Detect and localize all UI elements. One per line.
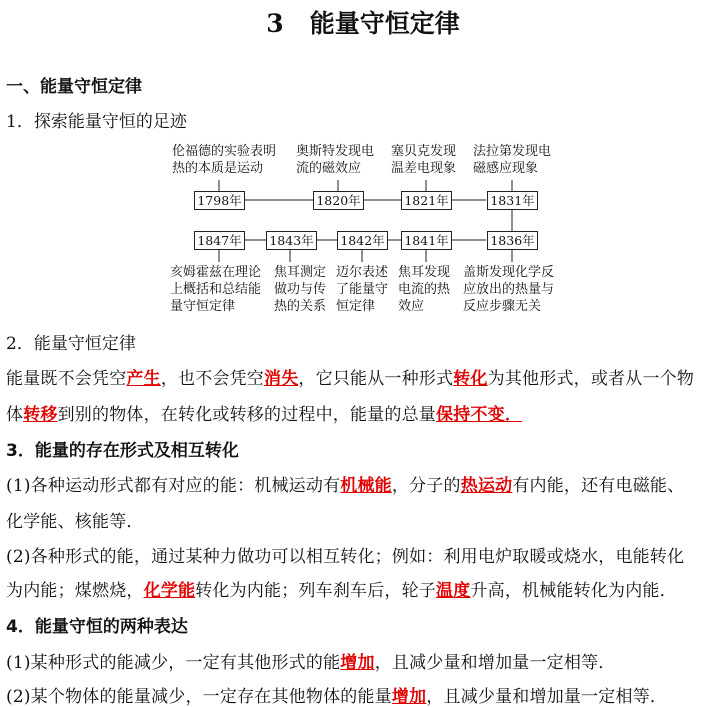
- year-box-1836: 1836年: [487, 231, 538, 250]
- item-1-heading: 1．探索能量守恒的足迹: [6, 112, 187, 132]
- timeline-note-1842: 迈尔表述 了能量守 恒定律: [336, 265, 389, 314]
- answer-blank: 转移: [23, 405, 58, 425]
- answer-blank: 化学能: [143, 581, 196, 601]
- section-heading: 一、能量守恒定律: [6, 77, 142, 97]
- title-number: 3: [266, 9, 284, 38]
- answer-blank: 热运动: [460, 476, 513, 496]
- timeline-note-1820: 奥斯特发现电 流的磁效应: [296, 144, 375, 176]
- forms1-line-2: 化学能、核能等．: [6, 512, 144, 532]
- timeline-note-1847: 亥姆霍兹在理论 上概括和总结能 量守恒定律: [170, 265, 262, 314]
- forms2-line-2: 为内能；煤燃烧，化学能转化为内能；列车刹车后，轮子温度升高，机械能转化为内能．: [6, 581, 677, 601]
- timeline-note-1821: 塞贝克发现 温差电现象: [391, 144, 457, 176]
- title-text: 能量守恒定律: [309, 9, 460, 38]
- year-box-1820: 1820年: [313, 191, 364, 210]
- timeline-note-1843: 焦耳测定 做功与传 热的关系: [274, 265, 327, 314]
- timeline-note-1841: 焦耳发现 电流的热 效应: [398, 265, 451, 314]
- year-box-1843: 1843年: [266, 231, 317, 250]
- answer-blank: 增加: [340, 653, 375, 673]
- answer-blank: 保持不变．: [436, 405, 523, 425]
- law-line-2: 体转移到别的物体，在转化或转移的过程中，能量的总量保持不变．: [6, 405, 523, 425]
- item-4-heading: 4．能量守恒的两种表达: [6, 617, 188, 637]
- year-box-1842: 1842年: [337, 231, 388, 250]
- answer-blank: 温度: [436, 581, 471, 601]
- timeline-note-1836: 盖斯发现化学反 应放出的热量与 反应步骤无关: [463, 265, 555, 314]
- year-box-1841: 1841年: [401, 231, 452, 250]
- forms1-line-1: (1)各种运动形式都有对应的能：机械运动有机械能，分子的热运动有内能，还有电磁能、: [6, 476, 685, 496]
- year-box-1847: 1847年: [194, 231, 245, 250]
- forms2-line-1: (2)各种形式的能，通过某种力做功可以相互转化；例如：利用电炉取暖或烧水，电能转化: [6, 547, 685, 567]
- answer-blank: 消失: [264, 369, 299, 389]
- answer-blank: 转化: [453, 369, 488, 389]
- year-box-1831: 1831年: [487, 191, 538, 210]
- timeline-note-1798: 伦福德的实验表明 热的本质是运动: [172, 144, 277, 176]
- answer-blank: 增加: [391, 687, 427, 707]
- year-box-1821: 1821年: [401, 191, 452, 210]
- answer-blank: 机械能: [340, 476, 392, 496]
- answer-blank: 产生: [126, 369, 161, 389]
- timeline-note-1831: 法拉第发现电 磁感应现象: [473, 144, 552, 176]
- item-2-heading: 2．能量守恒定律: [6, 334, 136, 354]
- item-3-heading: 3．能量的存在形式及相互转化: [6, 441, 239, 461]
- law-line-1: 能量既不会凭空产生，也不会凭空消失，它只能从一种形式转化为其他形式，或者从一个物: [6, 369, 695, 389]
- expr2-line: (2)某个物体的能量减少，一定存在其他物体的能量增加，且减少量和增加量一定相等．: [6, 687, 668, 707]
- year-box-1798: 1798年: [194, 191, 245, 210]
- expr1-line: (1)某种形式的能减少，一定有其他形式的能增加，且减少量和增加量一定相等．: [6, 653, 616, 673]
